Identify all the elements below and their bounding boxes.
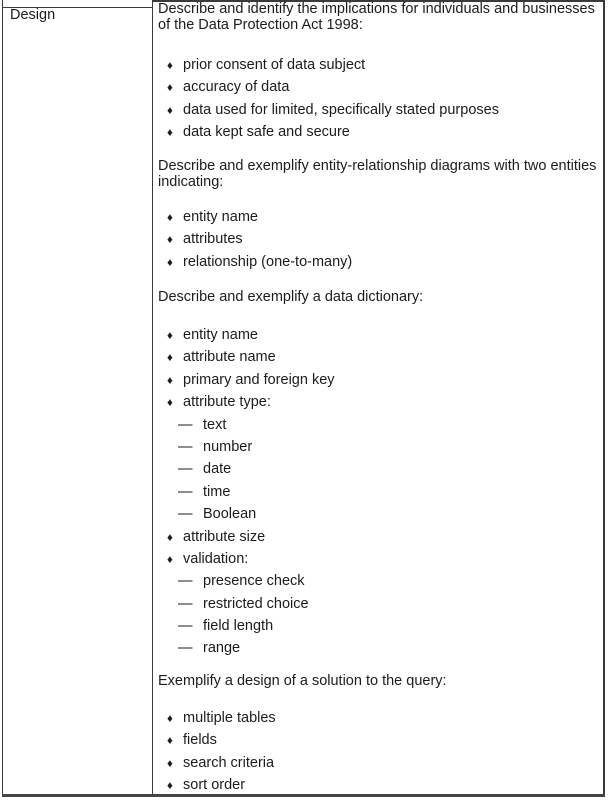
intro-line: indicating: <box>158 173 224 190</box>
diamond-bullet-icon: ♦ <box>167 531 173 544</box>
dash-bullet-icon: — <box>178 461 193 478</box>
diamond-bullet-icon: ♦ <box>167 234 173 247</box>
bullet-text: entity name <box>183 209 258 225</box>
sub-bullet-text: text <box>203 416 227 433</box>
bullet-item <box>158 526 608 548</box>
intro-line: Describe and exemplify a data dictionary: <box>158 289 424 305</box>
diamond-bullet-icon: ♦ <box>167 104 173 117</box>
sub-bullet-item <box>158 414 608 436</box>
bullet-item <box>158 369 608 391</box>
bullet-text: attribute type: <box>183 394 271 411</box>
sub-bullet-text: number <box>203 438 253 455</box>
sub-bullet-item <box>158 436 608 458</box>
diamond-bullet-icon: ♦ <box>167 757 173 770</box>
dash-bullet-icon: — <box>178 595 193 612</box>
bullet-item <box>158 346 608 368</box>
bullet-group <box>158 324 608 660</box>
bullet-item <box>158 707 608 729</box>
sub-bullet-item <box>158 503 608 525</box>
diamond-bullet-icon: ♦ <box>167 374 173 387</box>
row-header-design: Design <box>10 7 56 23</box>
bullet-item <box>158 121 608 143</box>
intro-line: Describe and exemplify entity-relationship diagrams with two entities <box>158 158 597 174</box>
sub-bullet-item <box>158 615 608 637</box>
bullet-text: attributes <box>183 231 243 248</box>
intro-line: Describe and identify the implications for individuals and businesses <box>158 1 595 17</box>
bullet-group <box>158 54 608 144</box>
bullet-item <box>158 391 608 413</box>
bullet-text: validation: <box>183 550 249 567</box>
diamond-bullet-icon: ♦ <box>167 127 173 140</box>
sub-bullet-item <box>158 570 608 592</box>
bullet-text: relationship (one-to-many) <box>183 253 353 270</box>
sub-bullet-item <box>158 637 608 659</box>
diamond-bullet-icon: ♦ <box>167 352 173 365</box>
bullet-item <box>158 324 608 346</box>
dash-bullet-icon: — <box>178 640 193 657</box>
bullet-text: attribute name <box>183 349 276 366</box>
sub-bullet-item <box>158 481 608 503</box>
bullet-text: sort order <box>183 777 246 794</box>
dash-bullet-icon: — <box>178 483 193 500</box>
bullet-item <box>158 548 608 570</box>
sub-bullet-text: presence check <box>203 573 305 590</box>
intro-line: Exemplify a design of a solution to the query: <box>158 673 447 689</box>
bullet-text: attribute size <box>183 528 266 545</box>
bullet-text: entity name <box>183 327 258 343</box>
intro-line: of the Data Protection Act 1998: <box>158 16 363 33</box>
sub-bullet-text: restricted choice <box>203 595 309 612</box>
dash-bullet-icon: — <box>178 506 193 523</box>
diamond-bullet-icon: ♦ <box>167 330 173 342</box>
bullet-text: data used for limited, specifically stated purposes <box>183 101 499 118</box>
sub-bullet-item <box>158 458 608 480</box>
bullet-group <box>158 707 608 797</box>
bullet-text: fields <box>183 732 217 749</box>
section-intro <box>158 2 608 33</box>
sub-bullet-text: time <box>203 483 231 500</box>
diamond-bullet-icon: ♦ <box>167 735 173 748</box>
sub-bullet-text: Boolean <box>203 506 257 523</box>
section-intro <box>158 159 608 190</box>
table-column-divider <box>152 0 153 796</box>
diamond-bullet-icon: ♦ <box>167 60 173 72</box>
bullet-item <box>158 729 608 751</box>
diamond-bullet-icon: ♦ <box>167 256 173 269</box>
bullet-item <box>158 251 608 273</box>
dash-bullet-icon: — <box>178 573 193 590</box>
dash-bullet-icon: — <box>178 438 193 455</box>
dash-bullet-icon: — <box>178 618 193 635</box>
bullet-item <box>158 99 608 121</box>
sub-bullet-text: range <box>203 640 241 657</box>
diamond-bullet-icon: ♦ <box>167 553 173 566</box>
bullet-text: prior consent of data subject <box>183 57 366 73</box>
bullet-item <box>158 206 608 228</box>
bullet-item <box>158 228 608 250</box>
diamond-bullet-icon: ♦ <box>167 780 173 793</box>
section-intro <box>158 290 608 306</box>
sub-bullet-text: field length <box>203 618 274 635</box>
bullet-group <box>158 206 608 273</box>
bullet-text: accuracy of data <box>183 79 290 96</box>
dash-bullet-icon: — <box>178 416 193 433</box>
diamond-bullet-icon: ♦ <box>167 212 173 224</box>
bullet-item <box>158 76 608 98</box>
bullet-item <box>158 774 608 796</box>
bullet-text: data kept safe and secure <box>183 124 350 141</box>
diamond-bullet-icon: ♦ <box>167 82 173 95</box>
diamond-bullet-icon: ♦ <box>167 713 173 725</box>
sub-bullet-text: date <box>203 461 232 478</box>
bullet-text: search criteria <box>183 754 275 771</box>
bullet-text: primary and foreign key <box>183 371 335 388</box>
bullet-item <box>158 54 608 76</box>
bullet-item <box>158 752 608 774</box>
sub-bullet-item <box>158 593 608 615</box>
section-intro <box>158 674 608 690</box>
diamond-bullet-icon: ♦ <box>167 397 173 410</box>
table-border-left <box>2 0 3 796</box>
bullet-text: multiple tables <box>183 710 276 726</box>
table-cell-content <box>158 0 608 796</box>
